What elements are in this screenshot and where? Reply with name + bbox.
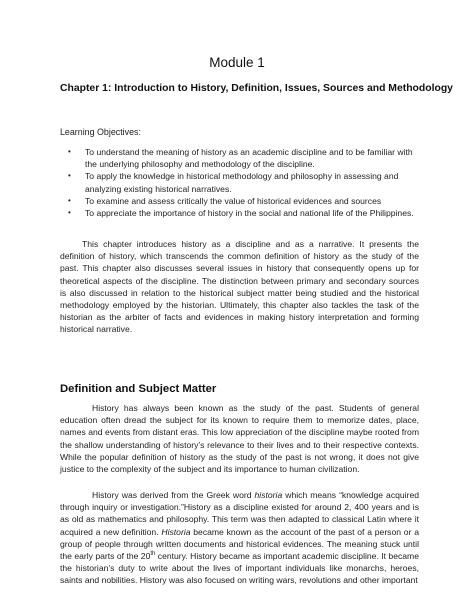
chapter-title: Chapter 1: Introduction to History, Definition, Issues, Sources and Methodology <box>60 83 453 94</box>
objective-text: To examine and assess critically the value of historical evidences and sources <box>85 195 382 206</box>
text-run: which means “knowledge acquired through inquiry or investigation.”History as a discipline existed for around 2, 400 years and is as old as mathematics and philosophy. This term was then adapted to classical Latin where it acquired a new definition. <box>60 490 419 537</box>
objectives-heading: Learning Objectives: <box>60 127 141 137</box>
bullet-icon: • <box>68 147 71 156</box>
ordinal-suffix: th <box>150 551 156 558</box>
objective-item <box>60 170 420 194</box>
bullet-icon: • <box>68 208 71 218</box>
objective-text: To apply the knowledge in historical methodology and philosophy in assessing and analyzing existing historical narratives. <box>85 171 399 194</box>
intro-paragraph: This chapter introduces history as a discipline and as a narrative. It presents the definition of history, which transcends the common definition of history as the study of the past. This chapter also discusses several issues in history that consequently opens up for theoretical aspects of the discipline. The distinction between primary and secondary sources is also discussed in relation to the historical subject matter being studied and the historical methodology employed by the historian. Ultimately, this chapter also tackles the task of the historian as the arbiter of facts and evidences in making history interpretation and forming historical narrative. <box>60 239 419 335</box>
term-historia: historia <box>254 490 283 500</box>
text-run: History was derived from the Greek word <box>92 490 255 500</box>
bullet-icon: • <box>68 171 71 181</box>
body-paragraph-2 <box>60 489 419 587</box>
text-run: became known as the account of the past of a person or a group of people through written documents and historical evidences. The meaning stuck until the early parts of the 20 <box>60 526 419 562</box>
body-paragraph-1: History has always been known as the study of the past. Students of general education often dread the subject for its known to require them to memorize dates, place, names and events from distant eras. This low appreciation of the discipline maybe rooted from the shallow understanding of history’s relevance to their lives and to their respective contexts. While the popular definition of history as the study of the past is not wrong, it does not give justice to the complexity of the subject and its importance to human civilization. <box>60 403 419 475</box>
objective-item <box>60 207 420 219</box>
objective-item <box>60 146 420 170</box>
objective-item <box>60 195 420 207</box>
module-title: Module 1 <box>209 55 265 70</box>
text-run: century. History became as important academic discipline. It became the historian’s duty to write about the lives of important individuals like monarchs, heroes, saints and nobilities. History was also focused on writing wars, revolutions and other important <box>60 551 419 586</box>
term-historia-latin: Historia <box>161 526 191 537</box>
objectives-list <box>60 146 420 219</box>
bullet-icon: • <box>68 195 71 205</box>
objective-text: To appreciate the importance of history in the social and national life of the Philippines. <box>85 208 414 219</box>
section-heading: Definition and Subject Matter <box>60 383 217 395</box>
objective-text: To understand the meaning of history as an academic discipline and to be familiar with the underlying philosophy and methodology of the discipline. <box>85 147 413 170</box>
